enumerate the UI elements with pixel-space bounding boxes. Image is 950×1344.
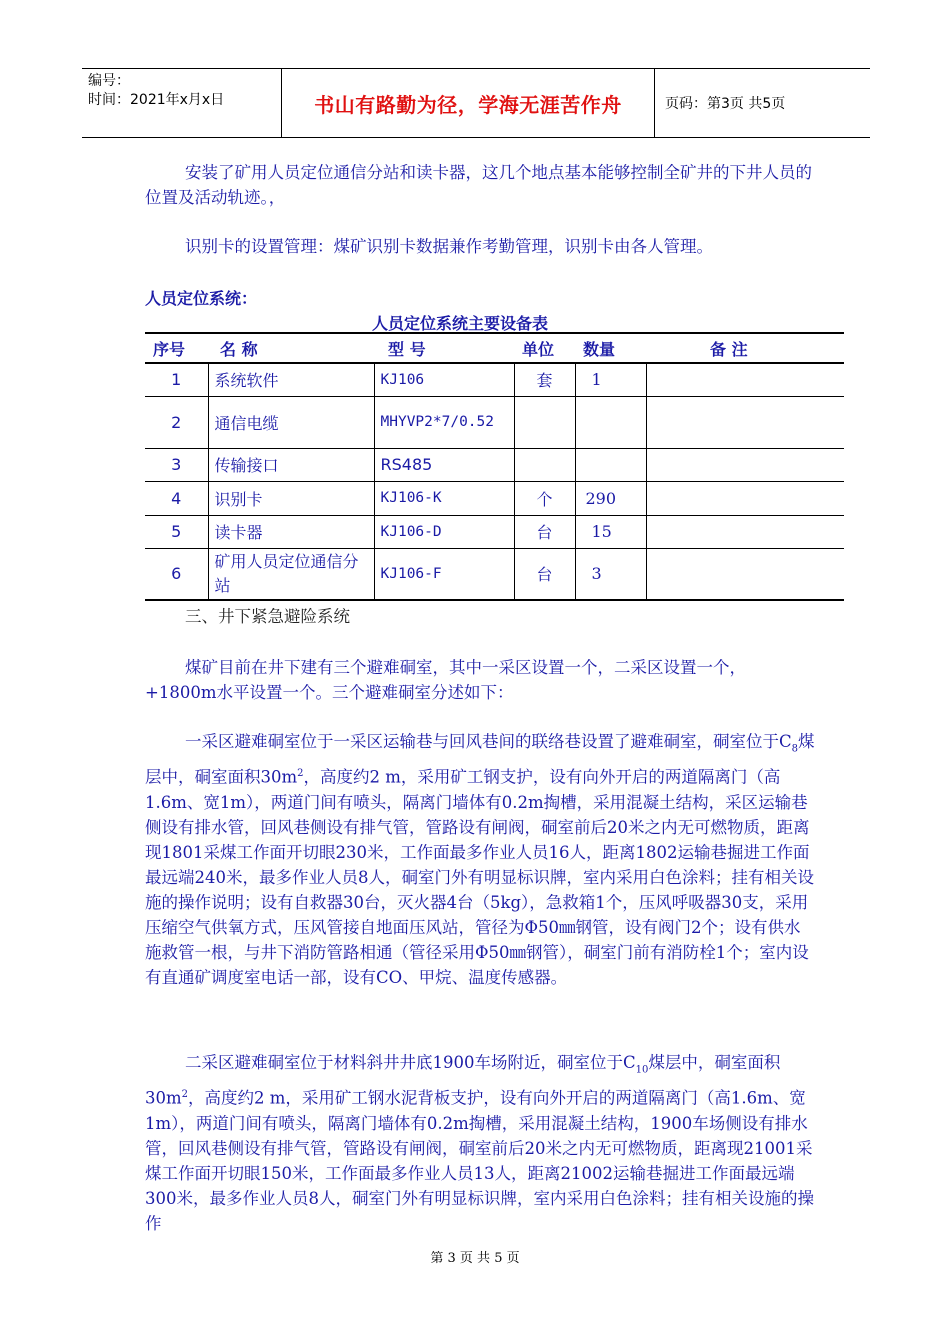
cell-name: 矿用人员定位通信分站 bbox=[208, 548, 374, 600]
paragraph-4 bbox=[145, 729, 815, 990]
paragraph-1: 安装了矿用人员定位通信分站和读卡器，这几个地点基本能够控制全矿井的下井人员的位置及活动轨迹。， bbox=[145, 163, 812, 207]
table-row bbox=[145, 448, 844, 481]
cell-model: KJ106-K bbox=[374, 481, 514, 515]
cell-name: 读卡器 bbox=[208, 515, 374, 548]
paragraph-5-subscript: 10 bbox=[635, 1064, 649, 1076]
page-header bbox=[82, 68, 870, 138]
cell-qty: 3 bbox=[575, 548, 646, 600]
header-motto: 书山有路勤为径，学海无涯苦作舟 bbox=[282, 69, 655, 137]
cell-seq: 6 bbox=[145, 548, 208, 600]
cell-qty bbox=[575, 396, 646, 448]
cell-note bbox=[646, 548, 844, 600]
table-title: 人员定位系统主要设备表 bbox=[371, 314, 548, 333]
col-name-header: 名 称 bbox=[208, 333, 374, 363]
table-row bbox=[145, 548, 844, 600]
col-model-header: 型 号 bbox=[374, 333, 514, 363]
table-row bbox=[145, 515, 844, 548]
table-header-row bbox=[145, 333, 844, 363]
cell-seq: 5 bbox=[145, 515, 208, 548]
table-row bbox=[145, 481, 844, 515]
cell-model: KJ106 bbox=[374, 363, 514, 396]
paragraph-3: 煤矿目前在井下建有三个避难硐室，其中一采区设置一个，二采区设置一个，+1800m水平设置一个。三个避难硐室分述如下： bbox=[145, 658, 746, 702]
table-row bbox=[145, 363, 844, 396]
cell-note bbox=[646, 515, 844, 548]
cell-qty: 290 bbox=[575, 481, 646, 515]
cell-unit: 台 bbox=[514, 515, 575, 548]
cell-seq: 1 bbox=[145, 363, 208, 396]
cell-seq: 3 bbox=[145, 448, 208, 481]
col-note-header: 备 注 bbox=[646, 333, 844, 363]
paragraph-5-superscript: 2 bbox=[181, 1089, 189, 1101]
header-page-number: 页码：第3页 共5页 bbox=[665, 96, 786, 112]
cell-unit: 个 bbox=[514, 481, 575, 515]
paragraph-4-part-c: ，高度约2 m，采用矿工钢支护，设有向外开启的两道隔离门（高1.6m、宽1m），两道门间有喷头，隔离门墙体有0.2m掏槽，采用混凝土结构，采区运输巷侧设有排水管，回风巷侧设有排气管，管路设有闸阀，硐室前后20米之内无可燃物质，距离现1801采煤工作面开切眼230米，工作面最多作业人员16人，距离1802运输巷掘进工作面最远端240米，最多作业人员8人，硐室门外有明显标识牌，室内采用白色涂料；挂有相关设施的操作说明；设有自救器30台，灭火器4台（5kg），急救箱1个，压风呼吸器30支，采用压缩空气供氧方式，压风管接自地面压风站，管径为Φ50㎜钢管，设有阀门2个；设有供水施救管一根，与井下消防管路相通（管径采用Φ50㎜钢管），硐室门前有消防栓1个；室内设有直通矿调度室电话一部，设有CO、甲烷、温度传感器。 bbox=[145, 767, 814, 987]
cell-name: 通信电缆 bbox=[208, 396, 374, 448]
paragraph-5-part-a: 二采区避难硐室位于材料斜井井底1900车场附近，硐室位于C bbox=[185, 1053, 636, 1072]
cell-model: MHYVP2*7/0.52 bbox=[374, 396, 514, 448]
equipment-table bbox=[145, 332, 844, 601]
cell-unit: 台 bbox=[514, 548, 575, 600]
cell-model: RS485 bbox=[374, 448, 514, 481]
col-seq-header: 序号 bbox=[145, 333, 208, 363]
paragraph-4-part-a: 一采区避难硐室位于一采区运输巷与回风巷间的联络巷设置了避难硐室，硐室位于C bbox=[185, 732, 792, 751]
cell-unit bbox=[514, 448, 575, 481]
paragraph-5 bbox=[145, 1050, 815, 1236]
paragraph-5-part-b: 煤层中，硐室面积30m bbox=[145, 1053, 781, 1108]
cell-note bbox=[646, 481, 844, 515]
paragraph-5-part-c: ，高度约2 m，采用矿工钢水泥背板支护，设有向外开启的两道隔离门（高1.6m、宽1m），两道门间有喷头，隔离门墙体有0.2m掏槽，采用混凝土结构，1900车场侧设有排水管，回风巷侧设有排气管，管路设有闸阀，硐室前后20米之内无可燃物质，距离现21001采煤工作面开切眼150米，工作面最多作业人员13人，距离21002运输巷掘进工作面最远端300米，最多作业人员8人，硐室门外有明显标识牌，室内采用白色涂料；挂有相关设施的操作 bbox=[145, 1088, 814, 1233]
table-row bbox=[145, 396, 844, 448]
document-time: 时间：2021年x月x日 bbox=[88, 92, 225, 108]
cell-unit bbox=[514, 396, 575, 448]
cell-note bbox=[646, 448, 844, 481]
section-heading: 人员定位系统： bbox=[145, 289, 258, 308]
cell-note bbox=[646, 363, 844, 396]
cell-model: KJ106-F bbox=[374, 548, 514, 600]
cell-name: 传输接口 bbox=[208, 448, 374, 481]
cell-seq: 2 bbox=[145, 396, 208, 448]
cell-name: 系统软件 bbox=[208, 363, 374, 396]
paragraph-4-superscript: 2 bbox=[297, 768, 304, 780]
paragraph-2: 识别卡的设置管理：煤矿识别卡数据兼作考勤管理，识别卡由各人管理。 bbox=[185, 237, 713, 256]
page-footer: 第 3 页 共 5 页 bbox=[430, 1251, 520, 1266]
cell-seq: 4 bbox=[145, 481, 208, 515]
paragraph-4-part-b: 煤层中，硐室面积30m bbox=[145, 732, 815, 787]
cell-note bbox=[646, 396, 844, 448]
cell-qty: 15 bbox=[575, 515, 646, 548]
cell-unit: 套 bbox=[514, 363, 575, 396]
col-unit-header: 单位 bbox=[514, 333, 575, 363]
section-three-heading: 三、井下紧急避险系统 bbox=[185, 607, 350, 626]
header-info bbox=[82, 69, 282, 137]
cell-model: KJ106-D bbox=[374, 515, 514, 548]
cell-qty: 1 bbox=[575, 363, 646, 396]
col-qty-header: 数量 bbox=[575, 333, 646, 363]
document-number: 编号： bbox=[88, 73, 130, 89]
cell-qty bbox=[575, 448, 646, 481]
paragraph-4-subscript: 8 bbox=[791, 743, 798, 755]
cell-name: 识别卡 bbox=[208, 481, 374, 515]
